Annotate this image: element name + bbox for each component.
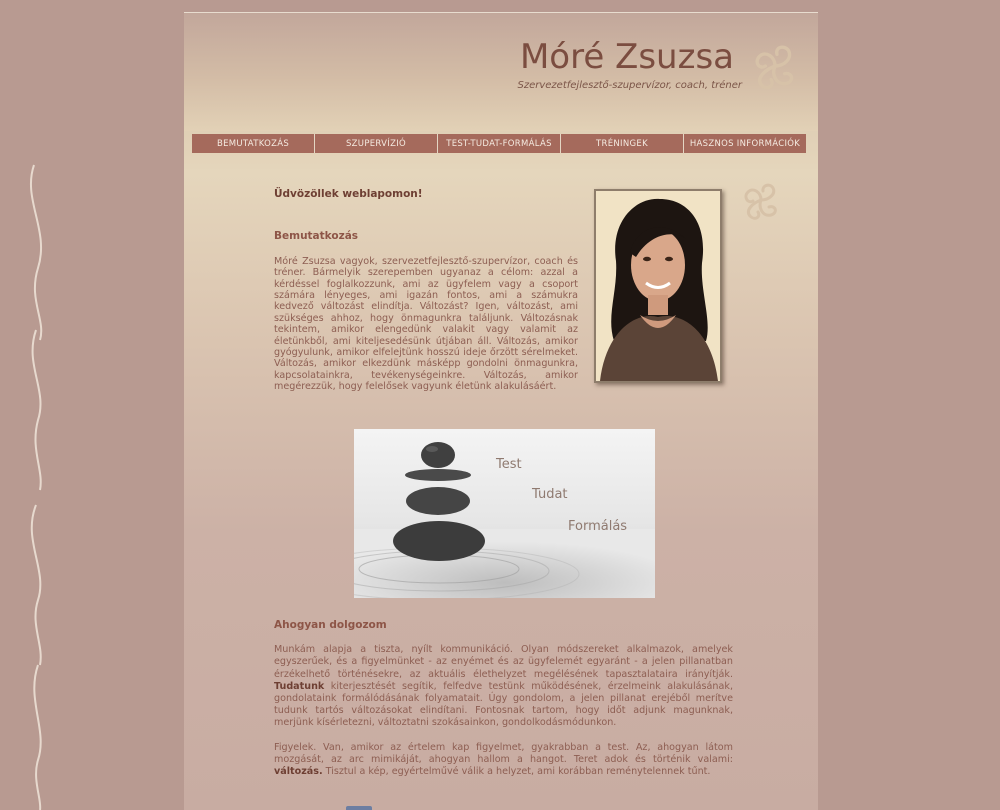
banner-word-tudat: Tudat bbox=[532, 487, 568, 502]
welcome-heading: Üdvözöllek weblapomon! bbox=[274, 188, 423, 200]
intro-heading: Bemutatkozás bbox=[274, 230, 359, 243]
nav-item-bemutatkozas[interactable]: BEMUTATKOZÁS bbox=[192, 134, 315, 153]
how-paragraph-2-text-a: Figyelek. Van, amikor az értelem kap figyelmet, gyakrabban a test. Az, ahogyan látom mozgását, az arc mimikáját, ahogyan hallom a hangot. Teret adok és történik valami: bbox=[274, 741, 733, 765]
how-paragraph-2-text-b: Tisztul a kép, egyértelművé válik a helyzet, ami korábban reménytelennek tűnt. bbox=[322, 766, 711, 778]
bottom-image-thumbnail[interactable] bbox=[346, 806, 372, 810]
banner-word-formalas: Formálás bbox=[568, 519, 628, 534]
nav-item-hasznos-informaciok[interactable]: HASZNOS INFORMÁCIÓK bbox=[684, 134, 806, 153]
page-container bbox=[184, 12, 818, 810]
how-paragraph-1 bbox=[274, 644, 733, 729]
how-paragraph-2 bbox=[274, 742, 733, 779]
how-i-work-heading: Ahogyan dolgozom bbox=[274, 619, 387, 631]
triskele-logo-icon bbox=[746, 37, 804, 95]
nav-item-test-tudat-formalas[interactable]: TEST-TUDAT-FORMÁLÁS bbox=[438, 134, 561, 153]
site-title[interactable]: Móré Zsuzsa bbox=[519, 37, 734, 77]
portrait-illustration bbox=[596, 191, 720, 381]
site-subtitle: Szervezetfejlesztő-szupervízor, coach, tréner bbox=[517, 80, 742, 91]
test-tudat-formalas-banner bbox=[354, 429, 655, 598]
how-paragraph-1-text-b: kiterjesztését segítik, felfedve testünk működésének, érzelmeink alakulásának, gondolataink formálódásának folyamatait. Úgy gondolom, a jelen pillanat erejéből merítve tudunk tartós változásokat elindítani. Fontosnak tartom, hogy időt adjunk magunknak, merjünk kísérletezni, változtatni szokásainkon, gondolkodásmódunkon. bbox=[274, 680, 733, 729]
triskele-decoration-icon bbox=[736, 177, 786, 223]
how-paragraph-1-emphasis: Tudatunk bbox=[274, 680, 325, 692]
background-swirl-decoration bbox=[0, 0, 140, 810]
intro-paragraph: Móré Zsuzsa vagyok, szervezetfejlesztő-szupervízor, coach és tréner. Bármelyik szerepemben ugyanaz a célom: azzal a kérdéssel foglalkozzunk, ami az ügyfelem vagy a csoport számára lényeges, ami igazán fontos, ami a számukra kedvező változást elindítja. Változást? Igen, változást, ami szükséges ahhoz, hogy önmagunkra találjunk. Változásnak tekintem, amikor elengedünk valakit vagy valamit az életünkből, ami kiteljesedésünk útjában áll. Változás, amikor gyógyulunk, amikor elfelejtünk hosszú ideje őrzött sérelmeket. Változás, amikor elkezdünk másképp gondolni önmagunkra, kapcsolatainkra, tevékenységeinkre. Változás, amikor megérezzük, hogy felelősek vagyunk életünk alakulásáért. bbox=[274, 255, 578, 393]
nav-item-szupervizio[interactable]: SZUPERVÍZIÓ bbox=[315, 134, 438, 153]
portrait-photo bbox=[594, 189, 722, 383]
nav-item-treningek[interactable]: TRÉNINGEK bbox=[561, 134, 684, 153]
banner-word-test: Test bbox=[496, 457, 522, 472]
how-paragraph-2-emphasis: változás. bbox=[274, 766, 323, 778]
main-navigation bbox=[192, 134, 806, 153]
how-paragraph-1-text-a: Munkám alapja a tiszta, nyílt kommunikáció. Olyan módszereket alkalmazok, amelyek egyszerűek, és a figyelmünket - az enyémet és az ügyfelemét egyaránt - a jelen pillanatban érzékelhető történésekre, az aktuális élethelyzet megélésének tapasztalataira irányítják. bbox=[274, 644, 733, 680]
site-header bbox=[184, 13, 818, 131]
stacked-stones-illustration bbox=[354, 429, 655, 598]
how-i-work-section bbox=[274, 619, 733, 790]
